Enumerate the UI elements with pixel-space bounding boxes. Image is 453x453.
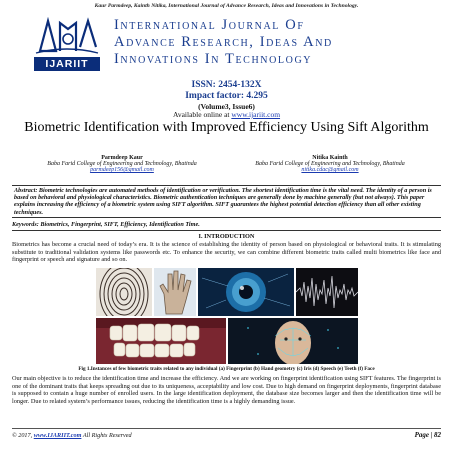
journal-logo xyxy=(32,17,102,73)
author-2 xyxy=(225,155,435,173)
author-name: Parmdeep Kaur xyxy=(101,155,143,161)
journal-title-line: Advance Research, Ideas And xyxy=(114,34,333,50)
figure-caption: Fig 1.Instances of few biometric traits related to any individual (a) Fingerprint (b) Hand geometry (c) Iris (d) Speech (e) Teeth (f) Face xyxy=(78,366,375,372)
author-email-link[interactable]: nitika.cdac@gmail.com xyxy=(301,167,359,173)
copyright-prefix: © 2017, xyxy=(12,432,34,439)
journal-title-line: Innovations In Technology xyxy=(114,51,313,67)
issn-text: ISSN: 2454-132X xyxy=(191,80,262,90)
face-image xyxy=(228,318,358,364)
logo-graphic-icon xyxy=(34,17,100,55)
iris-image xyxy=(198,268,294,316)
journal-title xyxy=(114,17,434,68)
footer-divider xyxy=(12,428,441,429)
page-number: Page | 82 xyxy=(414,431,441,439)
footer-website-link[interactable]: www.IJARIIT.com xyxy=(33,432,82,439)
keywords: Keywords: Biometrics, Fingerprint, SIFT, Efficiency, Identification Time. xyxy=(12,221,200,228)
volume-issue: (Volume3, Issue6) xyxy=(198,102,255,111)
journal-website-link[interactable]: www.ijariit.com xyxy=(231,110,281,119)
teeth-image xyxy=(96,318,226,364)
abstract: Abstract: Biometric technologies are automated methods of identification or verification. The shortest identification time is the vital need. The identity of a person is based on behavioral and physiological characteristics. Biometric authentication techniques are generally done by machine generally (but not always). This paper explains increasing the efficiency of a biometric system using SIFT algorithm. SIFT guarantees the highest potential detection efficiency than all other existing techniques. xyxy=(12,185,441,218)
speech-waveform-image xyxy=(296,268,358,316)
author-affiliation: Baba Farid College of Engineering and Technology, Bhatinda xyxy=(47,161,197,167)
author-email-link[interactable]: parmdeep156@gmail.com xyxy=(90,167,154,173)
copyright-suffix: All Rights Reserved xyxy=(81,432,132,439)
intro-paragraph: Biometrics has become a crucial need of today’s era. It is the science of establishing the identity of person based on physiological or behavioral traits. It is stimulating substitute to traditional validation systems like passwords etc. To enhance the security, we can combine different biometric traits called multi biometrics like face and fingerprint or speech and signature and so on. xyxy=(12,241,441,263)
running-head: Kaur Parmdeep, Kainth Nitika, International Journal of Advance Research, Ideas and Innovations in Technology. xyxy=(94,3,359,9)
author-name: Nitika Kainth xyxy=(312,155,348,161)
hand-geometry-image xyxy=(154,268,196,316)
biometric-traits-figure xyxy=(96,268,358,364)
paper-title: Biometric Identification with Improved Efficiency Using Sift Algorithm xyxy=(24,120,429,135)
journal-title-line: International Journal Of xyxy=(114,17,305,33)
impact-factor: Impact factor: 4.295 xyxy=(185,91,268,101)
author-1 xyxy=(12,155,232,173)
section-heading: I. INTRODUCTION xyxy=(198,233,255,240)
availability-prefix: Available online at xyxy=(172,110,232,119)
availability-line xyxy=(0,110,453,119)
author-affiliation: Baba Farid College of Engineering and Technology, Bhatinda xyxy=(255,161,405,167)
author-block xyxy=(0,155,453,183)
divider xyxy=(12,230,441,231)
footer-copyright xyxy=(12,432,132,439)
fingerprint-image xyxy=(96,268,152,316)
journal-masthead xyxy=(32,17,432,75)
logo-wordmark: IJARIIT xyxy=(34,57,100,71)
body-paragraph: Our main objective is to reduce the identification time and increase the efficiency. And we are working on fingerprint identification using SIFT features. The fingerprint is one of the dominant traits that keeps spreading out due to its uniqueness, acceptability and low cost. Due to high demand on fingerprint deployments, fingerprint database is supposed to contain a huge number of enrolled users. In the large identification deployment, the database size becomes larger and then the identification time will be longer. Due to related system’s performance issues, reducing the identification time is a highly demanding issue. xyxy=(12,375,441,405)
